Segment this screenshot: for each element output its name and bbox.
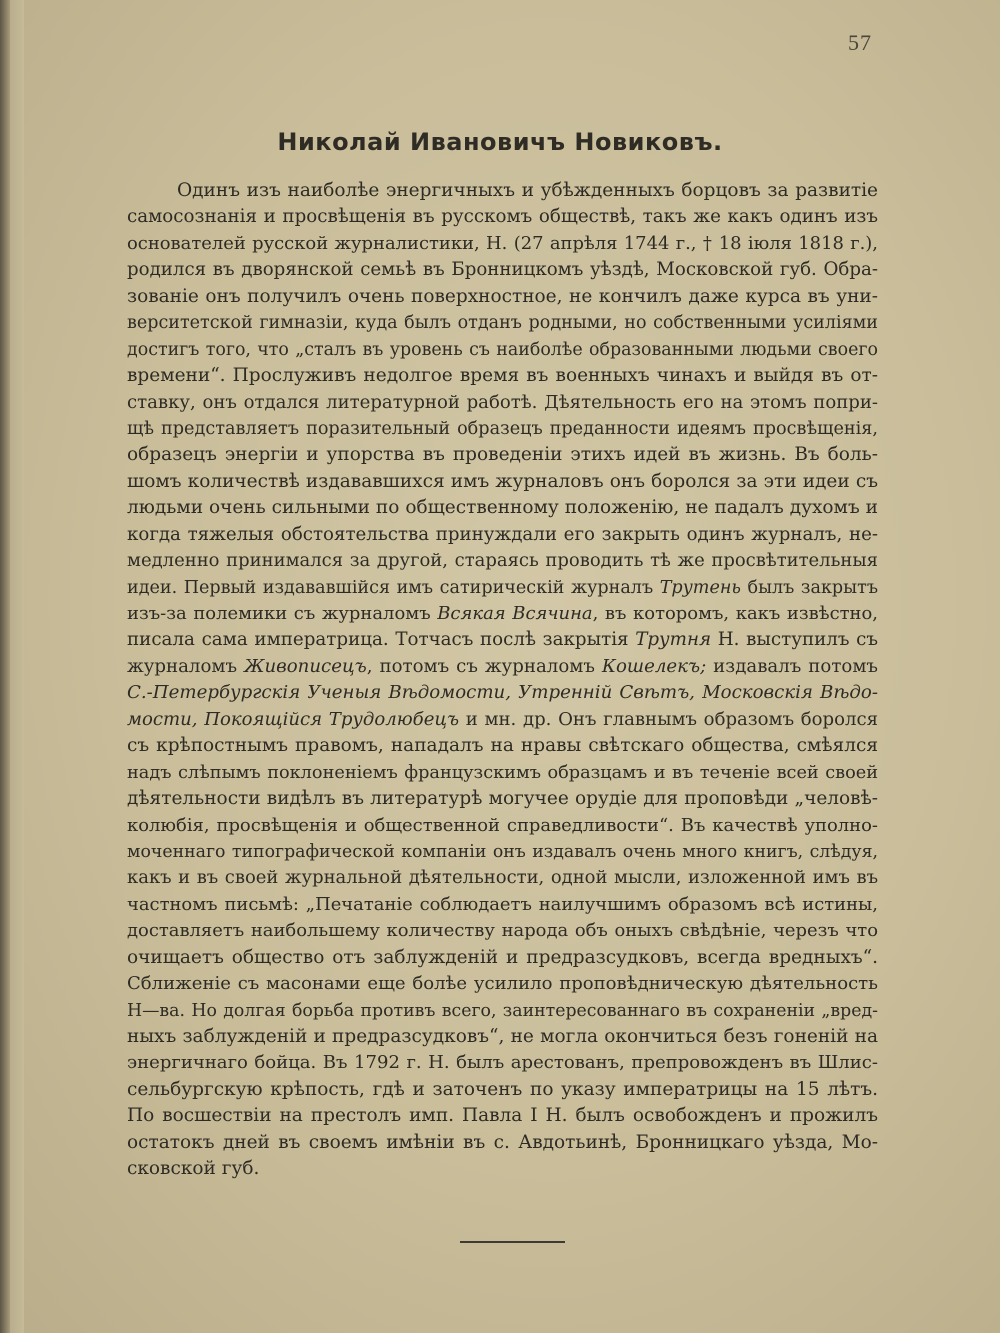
text-span: какъ и въ своей журнальной дѣятельности, одной мысли, изложенной имъ въ [127,867,878,889]
text-line [127,284,878,310]
text-line [127,469,878,495]
text-span: зованіе онъ получилъ очень поверхностное, не кончилъ даже курса въ уни- [127,285,878,307]
text-span: родился въ дворянской семьѣ въ Бронницкомъ уѣздѣ, Московской губ. Обра- [127,259,878,281]
text-line [127,865,878,891]
text-line [127,733,878,759]
text-span: изъ-за полемики съ журналомъ [127,603,438,624]
text-span: очищаетъ общество отъ заблужденій и предразсудковъ, всегда вредныхъ“. [127,946,878,968]
text-line [127,257,878,283]
text-line [127,654,878,680]
text-span: сельбургскую крѣпость, гдѣ и заточенъ по указу императрицы на 15 лѣтъ. [127,1078,878,1100]
text-span: энергичнаго бойца. Въ 1792 г. Н. былъ арестованъ, препровожденъ въ Шлис- [127,1052,878,1074]
text-span: Н—ва. Но долгая борьба противъ всего, заинтересованнаго въ сохраненіи „вред- [127,1000,878,1021]
text-line [127,839,878,865]
text-line [127,363,878,389]
text-span: съ крѣпостнымъ правомъ, нападалъ на нравы свѣтскаго общества, смѣялся [127,735,878,757]
adjacent-page-edge [10,0,24,1333]
text-line [127,1156,878,1182]
article-title: Николай Ивановичъ Новиковъ. [277,128,723,156]
text-line [127,1103,878,1129]
text-span: шомъ количествѣ издававшихся имъ журналовъ онъ боролся за эти идеи съ [127,470,878,492]
text-line [127,918,878,944]
text-line [127,390,878,416]
text-line [127,760,878,786]
text-span: верситетской гимназіи, куда былъ отданъ родными, но собственными усиліями [127,313,878,334]
text-line [127,680,878,706]
text-span: , въ которомъ, какъ извѣстно, [592,603,878,624]
text-span: колюбія, просвѣщенія и общественной справедливости“. Въ качествѣ уполно- [127,814,878,836]
text-line [127,310,878,336]
text-span: и мн. др. Онъ главнымъ образомъ боролся [459,708,878,730]
text-line [127,1050,878,1076]
text-span: когда тяжелыя обстоятельства принуждали его закрыть одинъ журналъ, не- [127,523,878,545]
text-span: ныхъ заблужденій и предразсудковъ“, не могла окончиться безъ гоненій на [127,1026,878,1047]
italic-title-span: С.-Петербургскія Ученыя Вѣдомости, Утренній Свѣтъ, Московскія Вѣдо- [127,682,878,704]
text-span: частномъ письмѣ: „Печатаніе соблюдаетъ наилучшимъ образомъ всѣ истины, [127,893,878,915]
text-span: писала сама императрица. Тотчасъ послѣ закрытія [127,629,636,651]
text-line [127,575,878,601]
text-line [127,231,878,257]
text-line [127,813,878,839]
text-span: достигъ того, что „сталъ въ уровень съ наиболѣе образованными людьми своего [127,339,878,360]
text-span: моченнаго типографической компаніи онъ издавалъ очень много книгъ, слѣдуя, [127,841,878,862]
text-line [127,1130,878,1156]
text-span: людьми очень сильными по общественному положенію, не падалъ духомъ и [127,497,878,519]
text-line [127,522,878,548]
italic-title-span: Трутень [659,577,741,598]
text-line [127,892,878,918]
text-line [127,495,878,521]
text-line [127,971,878,997]
text-span: издавалъ потомъ [706,655,878,677]
text-line [127,1077,878,1103]
text-span: , потомъ съ журналомъ [366,655,602,677]
text-line [127,998,878,1024]
text-span: медленно принимался за другой, стараясь проводить тѣ же просвѣтительныя [127,550,878,572]
text-line [127,707,878,733]
text-span: щѣ представляетъ поразительный образецъ преданности идеямъ просвѣщенія, [127,418,878,439]
text-span: остатокъ дней въ своемъ имѣніи въ с. Авдотьинѣ, Бронницкаго уѣзда, Мо- [127,1131,878,1153]
text-line [127,786,878,812]
text-span: самосознанія и просвѣщенія въ русскомъ обществѣ, такъ же какъ одинъ изъ [127,206,878,228]
text-span: образецъ энергіи и упорства въ проведеніи этихъ идей въ жизнь. Въ боль- [127,444,878,466]
text-line [127,945,878,971]
text-span: Сближеніе съ масонами еще болѣе усилило проповѣдническую дѣятельность [127,973,878,995]
text-span: дѣятельности видѣлъ въ литературѣ могучее орудіе для проповѣди „человѣ- [127,788,878,810]
text-span: Н. выступилъ съ [711,629,878,651]
text-span: идеи. Первый издававшійся имъ сатирическій журналъ [127,577,660,598]
text-span: ставку, онъ отдался литературной работѣ. Дѣятельность его на этомъ попри- [127,391,878,413]
text-line [127,601,878,627]
text-line [127,337,878,363]
text-span: основателей русской журналистики, Н. (27 апрѣля 1744 г., † 18 іюля 1818 г.), [127,232,878,254]
text-span: надъ слѣпымъ поклоненіемъ французскимъ образцамъ и въ теченіе всей своей [127,762,878,783]
italic-title-span: Трутня [635,629,712,651]
text-line [127,442,878,468]
text-span: журналомъ [127,655,245,677]
end-divider [460,1241,565,1243]
text-span: былъ закрытъ [740,577,878,598]
italic-title-span: Кошелекъ; [601,655,707,677]
text-span: времени“. Прослуживъ недолгое время въ военныхъ чинахъ и выйдя въ от- [127,365,878,387]
text-span: Одинъ изъ наиболѣе энергичныхъ и убѣжденныхъ борцовъ за развитіе [177,180,878,201]
text-span: доставляетъ наибольшему количеству народа объ оныхъ свѣдѣніе, черезъ что [127,920,878,942]
italic-title-span: мости, Покоящійся Трудолюбецъ [127,708,460,730]
article-body [127,178,878,1183]
text-line [127,204,878,230]
text-line [127,627,878,653]
text-span: сковской губ. [127,1158,260,1180]
text-line [127,416,878,442]
page-number: 57 [848,30,872,55]
italic-title-span: Всякая Всячина [437,603,593,624]
text-line [127,178,878,204]
text-line [127,1024,878,1050]
italic-title-span: Живописецъ [244,655,367,677]
binding-shadow [0,0,10,1333]
text-span: По восшествіи на престолъ имп. Павла I Н. былъ освобожденъ и прожилъ [127,1105,878,1127]
text-line [127,548,878,574]
